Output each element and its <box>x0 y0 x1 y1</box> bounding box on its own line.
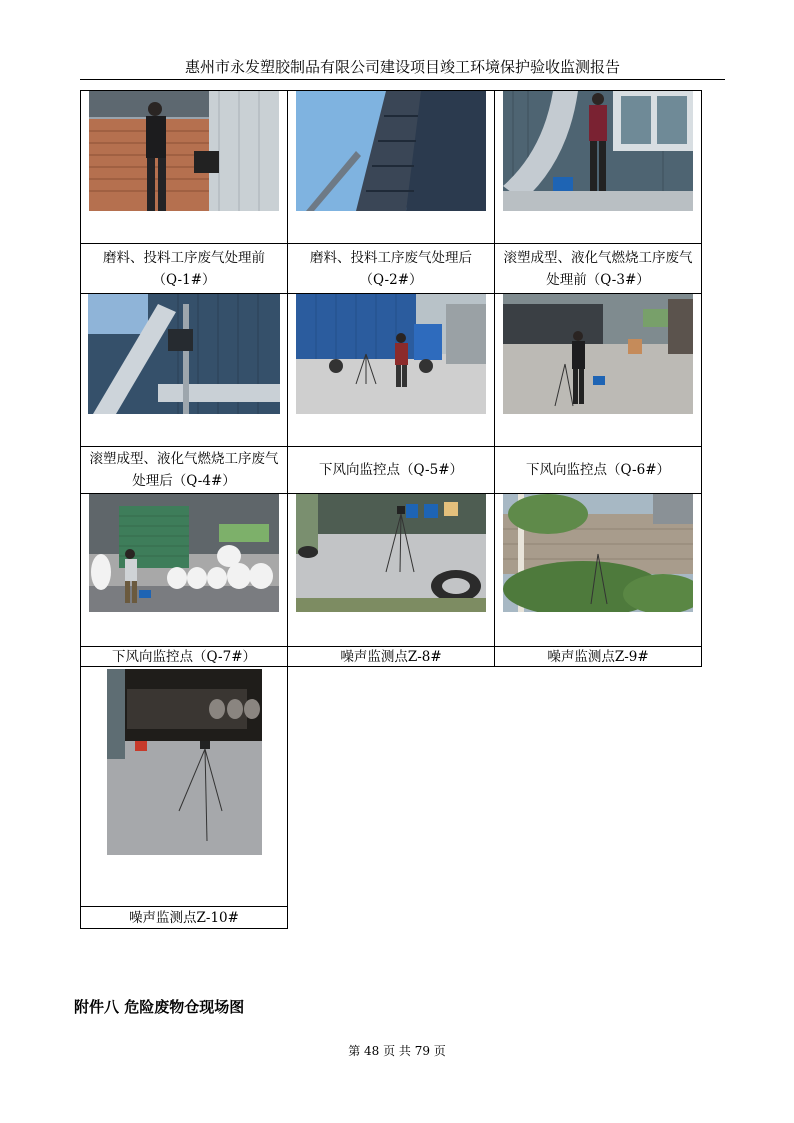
photo-q6 <box>503 294 693 414</box>
page-number: 第 48 页 共 79 页 <box>348 1044 446 1058</box>
photo-q7 <box>89 494 279 612</box>
photo-q1 <box>89 91 279 211</box>
photo-z9 <box>503 494 693 612</box>
photo-q4 <box>88 294 280 414</box>
caption-q5: 下风向监控点（Q-5#） <box>288 447 495 494</box>
empty-cell <box>288 667 495 907</box>
report-header: 惠州市永发塑胶制品有限公司建设项目竣工环境保护验收监测报告 <box>80 57 725 80</box>
caption-z10: 噪声监测点Z-10# <box>81 907 288 929</box>
caption-q2: 磨料、投料工序废气处理后 （Q-2#） <box>288 244 495 294</box>
empty-cell <box>495 667 702 907</box>
photo-cell-z8 <box>288 494 495 647</box>
photo-q2 <box>296 91 486 211</box>
caption-q4: 滚塑成型、液化气燃烧工序废气 处理后（Q-4#） <box>81 447 288 494</box>
photo-z10 <box>107 669 262 855</box>
empty-cell <box>495 907 702 929</box>
empty-cell <box>288 907 495 929</box>
photo-cell-q1 <box>81 91 288 244</box>
photo-cell-q6 <box>495 294 702 447</box>
photo-cell-z10 <box>81 667 288 907</box>
photo-cell-q2 <box>288 91 495 244</box>
photo-cell-q7 <box>81 494 288 647</box>
photo-q3 <box>503 91 693 211</box>
photo-cell-z9 <box>495 494 702 647</box>
photo-table <box>80 90 702 929</box>
caption-q3: 滚塑成型、液化气燃烧工序废气 处理前（Q-3#） <box>495 244 702 294</box>
photo-cell-q3 <box>495 91 702 244</box>
caption-z9: 噪声监测点Z-9# <box>495 647 702 667</box>
photo-z8 <box>296 494 486 612</box>
section-title: 附件八 危险废物仓现场图 <box>74 998 245 1016</box>
caption-q7: 下风向监控点（Q-7#） <box>81 647 288 667</box>
caption-z8: 噪声监测点Z-8# <box>288 647 495 667</box>
photo-cell-q4 <box>81 294 288 447</box>
caption-q6: 下风向监控点（Q-6#） <box>495 447 702 494</box>
photo-q5 <box>296 294 486 414</box>
photo-cell-q5 <box>288 294 495 447</box>
caption-q1: 磨料、投料工序废气处理前 （Q-1#） <box>81 244 288 294</box>
